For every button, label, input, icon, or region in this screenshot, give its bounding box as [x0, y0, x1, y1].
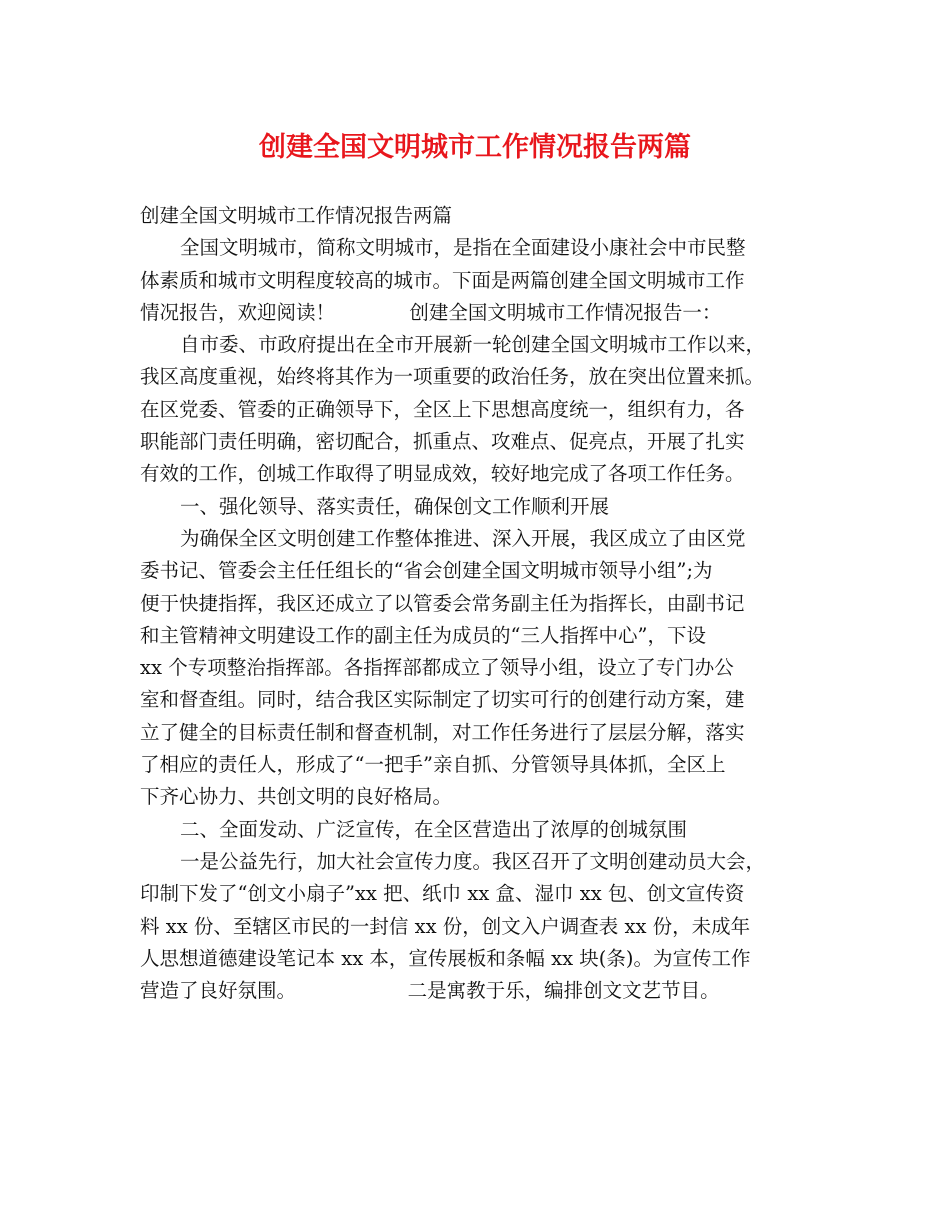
- text-line: xx 个专项整治指挥部。各指挥部都成立了领导小组，设立了专门办公: [140, 656, 734, 680]
- document-body: [140, 200, 830, 1007]
- text-line: 情况报告，欢迎阅读！ 创建全国文明城市工作情况报告一：: [140, 300, 722, 324]
- text-line: 和主管精神文明建设工作的副主任为成员的“三人指挥中心”，下设: [140, 623, 706, 647]
- text-line: 委书记、管委会主任任组长的“省会创建全国文明城市领导小组”;为: [140, 559, 713, 583]
- text-line: 一、强化领导、落实责任，确保创文工作顺利开展: [180, 494, 610, 518]
- text-line: 创建全国文明城市工作情况报告两篇: [140, 204, 453, 227]
- text-line: 人思想道德建设笔记本 xx 本，宣传展板和条幅 xx 块(条)。为宣传工作: [140, 946, 751, 970]
- text-line: 一是公益先行，加大社会宣传力度。我区召开了文明创建动员大会，: [180, 849, 766, 873]
- text-line: 印制下发了“创文小扇子”xx 把、纸巾 xx 盒、湿巾 xx 包、创文宣传资: [140, 882, 745, 906]
- text-line: 自市委、市政府提出在全市开展新一轮创建全国文明城市工作以来，: [180, 333, 766, 357]
- text-line: 体素质和城市文明程度较高的城市。下面是两篇创建全国文明城市工作: [140, 268, 745, 292]
- text-line: 便于快捷指挥，我区还成立了以管委会常务副主任为指挥长，由副书记: [140, 591, 745, 615]
- text-line: 职能部门责任明确，密切配合，抓重点、攻难点、促亮点，开展了扎实: [140, 430, 745, 454]
- text-line: 室和督查组。同时，结合我区实际制定了切实可行的创建行动方案，建: [140, 688, 745, 712]
- text-line: 在区党委、管委的正确领导下，全区上下思想高度统一，组织有力，各: [140, 397, 745, 421]
- text-line: 营造了良好氛围。 二是寓教于乐，编排创文文艺节目。: [140, 979, 720, 1003]
- text-line: 下齐心协力、共创文明的良好格局。: [140, 785, 453, 809]
- text-line: 了相应的责任人，形成了“一把手”亲自抓、分管领导具体抓，全区上: [140, 753, 726, 777]
- text-line: 全国文明城市，简称文明城市，是指在全面建设小康社会中市民整: [180, 236, 746, 260]
- text-line: 有效的工作，创城工作取得了明显成效，较好地完成了各项工作任务。: [140, 462, 745, 486]
- document-title: 创建全国文明城市工作情况报告两篇: [259, 132, 691, 163]
- text-line: 为确保全区文明创建工作整体推进、深入开展，我区成立了由区党: [180, 526, 746, 550]
- text-line: 我区高度重视，始终将其作为一项重要的政治任务，放在突出位置来抓。: [140, 365, 765, 389]
- text-line: 料 xx 份、至辖区市民的一封信 xx 份，创文入户调查表 xx 份，未成年: [140, 914, 751, 938]
- text-line: 二、全面发动、广泛宣传，在全区营造出了浓厚的创城氛围: [180, 817, 688, 841]
- text-line: 立了健全的目标责任制和督查机制，对工作任务进行了层层分解，落实: [140, 720, 745, 744]
